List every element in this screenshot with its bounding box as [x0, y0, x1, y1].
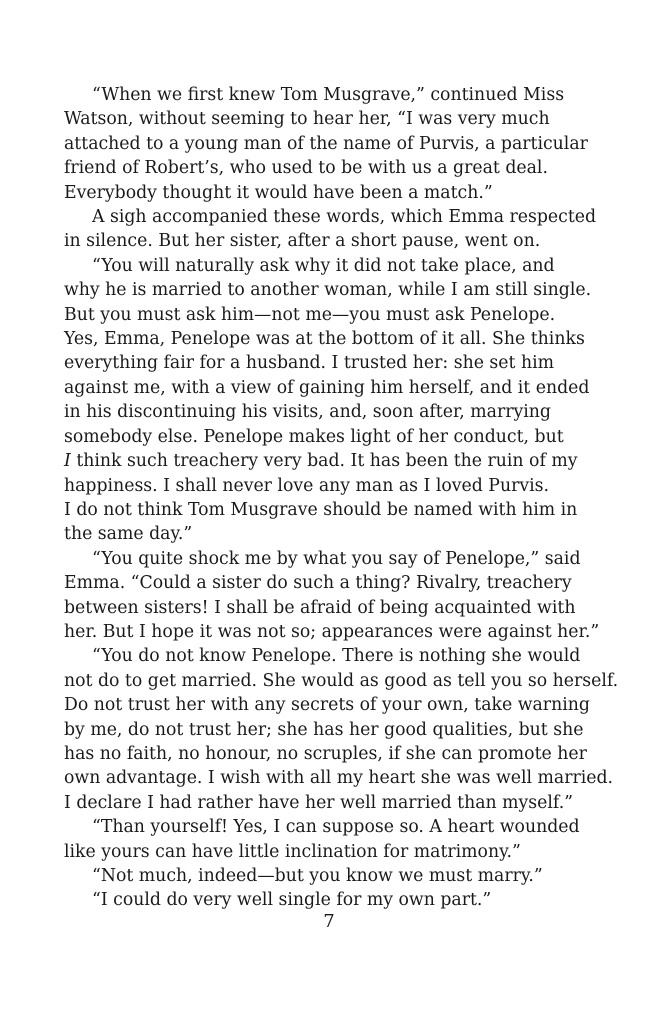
text-line: “You do not know Penelope. There is nothing she would [92, 646, 581, 667]
text-line: “When we first knew Tom Musgrave,” continued Miss [92, 85, 565, 105]
text-line: “Than yourself! Yes, I can suppose so. A heart wounded [92, 817, 580, 838]
text-line: friend of Robert’s, who used to be with us a great deal. [64, 158, 548, 179]
text-line: “Not much, indeed—but you know we must marry.” [92, 866, 543, 886]
text-line: Emma. “Could a sister do such a thing? Rivalry, treachery [64, 573, 572, 594]
text-line: “I could do very well single for my own part.” [92, 890, 492, 911]
text-line: A sigh accompanied these words, which Emma respected [92, 207, 597, 228]
text-line: in silence. But her sister, after a short pause, went on. [64, 231, 541, 252]
paragraph [64, 547, 600, 645]
text-line: Watson, without seeming to hear her, “I was very much [64, 109, 550, 130]
text-line: attached to a young man of the name of Purvis, a particular [64, 133, 588, 154]
paragraph [64, 83, 588, 205]
body-text [64, 83, 619, 913]
text-line: “You will naturally ask why it did not take place, and [92, 255, 555, 276]
text-line: like yours can have little inclination for matrimony.” [64, 841, 521, 862]
paragraph [64, 888, 547, 912]
text-line: I think such treachery very bad. It has been the ruin of my [64, 451, 578, 472]
text-line: between sisters! I shall be afraid of being acquainted with [64, 597, 576, 618]
paragraph [64, 254, 592, 547]
text-line: by me, do not trust her; she has her good qualities, but she [64, 719, 584, 740]
text-line: why he is married to another woman, while I am still single. [64, 280, 592, 301]
paragraph [64, 205, 597, 254]
paragraph [64, 815, 580, 864]
text-line: the same day.” [64, 524, 193, 545]
text-line: “You quite shock me by what you say of Penelope,” said [92, 548, 581, 569]
text-line: her. But I hope it was not so; appearances were against her.” [64, 621, 600, 642]
page-number: 7 [323, 911, 335, 932]
text-line: not do to get married. She would as good as tell you so herself. [64, 670, 619, 691]
text-line: own advantage. I wish with all my heart she was well married. [64, 768, 614, 789]
text-line: everything fair for a husband. I trusted her: she set him [64, 353, 555, 374]
text-line: Do not trust her with any secrets of your own, take warning [64, 695, 590, 716]
text-line: somebody else. Penelope makes light of her conduct, but [64, 426, 564, 447]
text-line: against me, with a view of gaining him herself, and it ended [64, 377, 590, 398]
paragraph [64, 864, 547, 888]
text-line: has no faith, no honour, no scruples, if she can promote her [64, 743, 587, 764]
text-line: in his discontinuing his visits, and, soon after, marrying [64, 402, 551, 423]
text-line: Yes, Emma, Penelope was at the bottom of it all. She thinks [64, 329, 585, 350]
text-line: Everybody thought it would have been a match.” [64, 182, 493, 203]
text-line: I declare I had rather have her well married than myself.” [64, 792, 574, 813]
text-line: I do not think Tom Musgrave should be named with him in [64, 499, 578, 520]
text-line: happiness. I shall never love any man as I loved Purvis. [64, 475, 549, 496]
paragraph [64, 644, 619, 815]
text-line: But you must ask him—not me—you must ask Penelope. [64, 304, 556, 325]
